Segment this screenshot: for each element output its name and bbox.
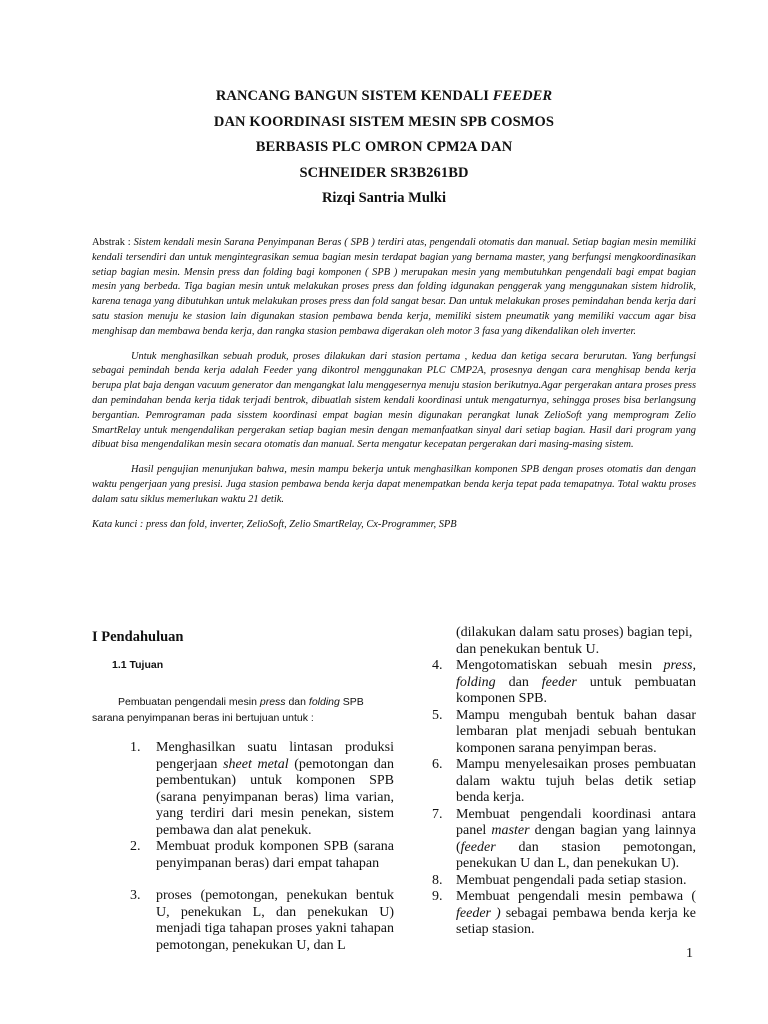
objectives-list-left [92,740,394,954]
list-text: Membuat produk komponen SPB (sarana penyimpanan beras) dari empat tahapan [156,839,394,871]
title-text: RANCANG BANGUN SISTEM KENDALI [215,88,490,104]
list-text: Membuat pengendali pada setiap stasion. [456,872,687,888]
list-text: Menghasilkan suatu lintasan produksi pengerjaan [156,740,394,772]
left-column [92,626,394,954]
list-number: 9. [432,889,443,904]
intro-paragraph [92,694,394,726]
paper-title-line-1 [0,84,768,110]
list-italic: feeder [541,674,577,690]
list-number: 1. [130,740,141,755]
paper-title-line-3: BERBASIS PLC OMRON CPM2A DAN [255,139,513,155]
abstract-paragraph-3: Hasil pengujian menunjukan bahwa, mesin mampu bekerja untuk menghasilkan komponen SPB dengan proses otomatis dan dengan waktu pengerjaan yang presisi. Juga stasion pembawa benda kerja dapat menempatkan benda kerja tepat pada temapatnya. Total waktu proses dalam satu siklus memerlukan waktu 21 detik. [92,464,696,505]
list-text: dan [495,674,542,690]
list-number: 5. [432,707,443,723]
list-text: Mengotomatiskan sebuah mesin [456,658,664,673]
list-text: dengan bagian yang lainnya ( [456,823,696,855]
keywords: Kata kunci : press dan fold, inverter, ZelioSoft, Zelio SmartRelay, Cx-Programmer, SPB [92,518,457,530]
list-italic: feeder [460,839,496,855]
list-text: Mampu menyelesaikan proses pembuatan dalam waktu tujuh belas detik setiap benda kerja. [456,757,696,805]
abstract-paragraph-1 [92,236,696,340]
list-text: dan stasion pemotongan, penekukan U dan L, dan penekukan U). [456,839,696,871]
paper-title-line-4: SCHNEIDER SR3B261BD [299,164,469,181]
list-item [432,807,696,873]
section-heading: I Pendahuluan [92,629,184,645]
subsection-heading: 1.1 Tujuan [112,659,164,671]
list-text: (pemotongan dan pembentukan) untuk komponen SPB (sarana penyimpanan beras) lima varian, yang terdiri dari mesin penekan, sistem pembawa dan alat penekuk. [156,756,394,838]
list-item [432,658,696,708]
page-number: 1 [686,946,693,961]
list-number: 2. [130,839,141,854]
intro-press: press [259,696,286,708]
list-item [432,708,696,758]
list-text: sebagai pembawa benda kerja ke setiap stasion. [456,905,696,937]
list-italic: feeder ) [456,905,501,921]
abstract [92,236,696,542]
list-text: untuk pembuatan komponen SPB. [456,674,696,706]
paper-title-line-2: DAN KOORDINASI SISTEM MESIN SPB COSMOS [213,113,555,130]
list-item [92,888,394,954]
list-item [432,757,696,807]
list-item [92,740,394,839]
list-italic: press, folding [456,658,696,690]
list-italic: sheet metal [223,756,289,772]
list-item [432,889,696,939]
intro-text-b: SPB sarana penyimpanan beras ini bertujuan untuk : [92,696,364,724]
list-number: 7. [432,806,443,822]
list-number: 4. [432,658,443,673]
list-number: 3. [130,888,141,903]
list-text: proses (pemotongan, penekukan bentuk U, penekukan L, dan penekukan U) menjadi tiga tahapan proses yakni tahapan pemotongan, penekukan U, dan L [156,888,394,953]
objectives-list-right [432,658,696,939]
title-italic-word: FEEDER [492,88,553,104]
intro-dan: dan [285,696,309,708]
abstract-label: Abstrak : [92,237,131,248]
author-name: Rizqi Santria Mulki [321,190,447,206]
list-text: Mampu mengubah bentuk bahan dasar lembaran plat menjadi sebuah bentukan komponen sarana penyimpan beras. [456,707,696,756]
list-number: 8. [432,872,443,888]
intro-folding: folding [308,696,340,708]
list-item [432,873,696,890]
list-text: Membuat pengendali koordinasi antara panel [456,806,696,838]
list-number: 6. [432,757,443,772]
right-column [432,625,696,939]
list-item [92,839,394,872]
list-continuation: (dilakukan dalam satu proses) bagian tepi, dan penekukan bentuk U. [456,625,693,657]
list-italic: master [491,823,530,838]
intro-text-a: Pembuatan pengendali mesin [118,696,260,708]
abstract-text-1: Sistem kendali mesin Sarana Penyimpanan Beras ( SPB ) terdiri atas, pengendali otomatis dan manual. Setiap bagian mesin memiliki kendali tersendiri dan untuk mengintegrasikan semua bagian mesin terdapat bagian yang bernama master, yang berfungsi mengkoordinasikan setiap bagian mesin. Mensin press dan folding bagi komponen ( SPB ) merupakan mesin yang membutuhkan pengendali bagi empat bagian mesin yang berbeda. Tiga bagian mesin untuk melakukan proses press dan folding idgunakan penggerak yang menggunakan sistem hidrolik, karena tenaga yang dibutuhkan untuk melakukan proses press dan fold sangat besar. Dan untuk melakukan proses pemindahan benda kerja dari satu stasion menuju ke stasion lain digunakan stasion pembawa benda kerja, memiliki sistem pneumatik yang memiliki vaccum agar bisa menghisap dan membawa benda kerja, dan rangka stasion pembawa digerakan oleh motor 3 fasa yang dikendalikan oleh inverter. [92,237,696,337]
title-block [0,84,768,211]
abstract-paragraph-2: Untuk menghasilkan sebuah produk, proses dilakukan dari stasion pertama , kedua dan ketiga secara berurutan. Yang berfungsi sebagai pemindah benda kerja adalah Feeder yang dikontrol menggunakan PLC CMP2A, prosesnya dengan cara menghisap benda kerja berupa plat baja dengan vacuum generator dan mengangkat lalu menggesernya menuju stasion berikutnya.Agar pergerakan antara proses press dan pemindahan benda kerja tidak terjadi bentrok, dibuatlah sistem kendali koordinasi untuk mengaturnya, sehingga proses bisa berlangsung bergantian. Pemrograman pada sisstem koordinasi empat bagian mesin digunakan perangkat lunak ZelioSoft yang memprogram Zelio SmartRelay untuk mengendalikan pergerakan setiap bagian mesin dengan memanfaatkan sinyal dari setiap bagian. Hasil dari program yang dibuat bisa mengendalikan mesin secara otomatis dan manual. Serta mengatur kecepatan pergerakan dari masing-masing sistem. [92,350,696,451]
list-text: Membuat pengendali mesin pembawa ( [456,889,696,904]
